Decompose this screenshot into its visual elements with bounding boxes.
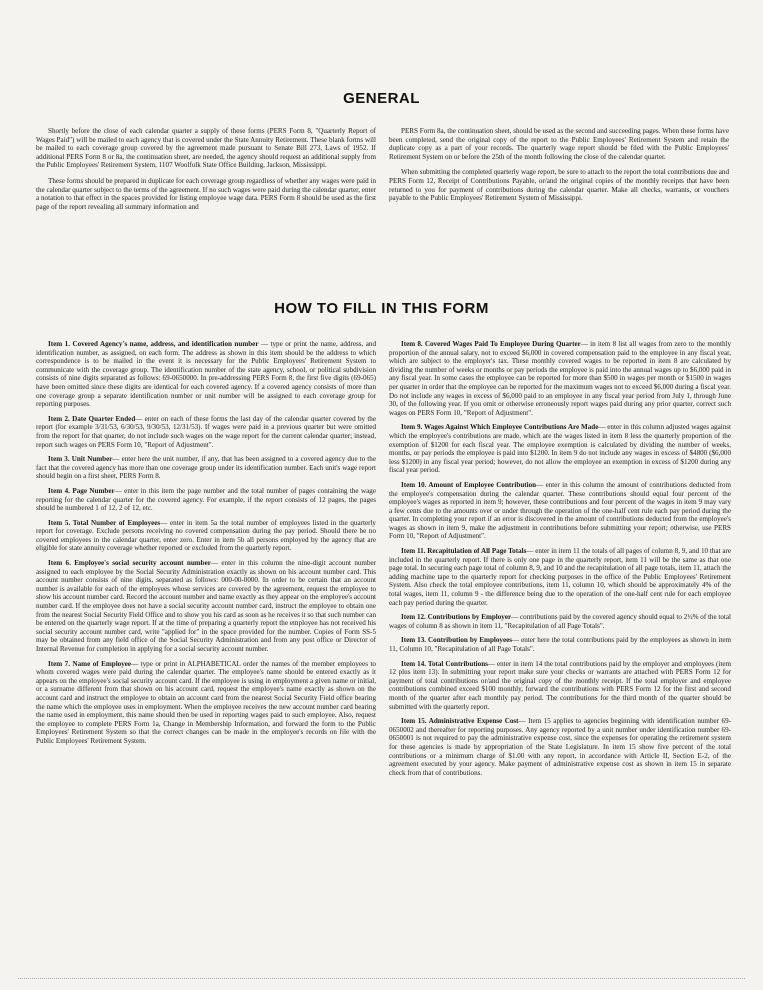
item-text: — enter in this column the amount of contributions deducted from the employee's compensation during the calendar quarter. These contributions should equal four percent of the employee's wages as reported in item 9; however, these contributions and four percent of the wages in item 9 may vary a few cents due to the amounts over or under through the operation of the one-half cent rule each pay period during the quarter. In completing your report if an error is discovered in the amount of contributions deducted from the employee's wages as shown in item 9, make the adjustment in contributions before submitting your report; otherwise, use PERS Form 10, "Report of Adjustment".: [389, 480, 731, 541]
item-title: Item 8. Covered Wages Paid To Employee During Quarter: [401, 340, 581, 348]
general-paragraph: These forms should be prepared in duplicate for each coverage group regardless of whether any wages were paid in the calendar quarter subject to the terms of the agreement. If no such wages were paid during the calendar quarter, enter a notation to that effect in the spaces provided for listing employee wage data. PERS Form 8 should be used as the first page of the report revealing all summary information and: [36, 176, 376, 211]
item-text: — enter in item 14 the total contributions paid by the employer and employees (item 12 plus item 13). In submitting your report make sure your checks or warrants are attached with PERS Form 12 for payment of total contributions or/and the original copy of the monthly receipt. If the total employer and employee contributions combined exceed $100 monthly, forward the contributions with PERS Form 12 for the first and second month of the quarter after each monthly pay period. The contributions for the third month of the quarter should be submitted with the quarterly report.: [389, 659, 732, 711]
item-paragraph: [389, 660, 731, 712]
item-text: — type or print the name, address, and identification number, as assigned, on each form. The address as shown in this item should be the address to which correspondence is to be mailed in the event it is necessary for the Public Employees' Retirement System to communicate with the coverage group. The identification number of the state agency, school, or political subdivision consists of nine digits separated as follows: 69-0650000. In pre-addressing PERS Form 8, the first five digits (69-065) have been omitted since these digits are identical for each covered agency. If a covered agency consists of more than one coverage group a separate identification number or unit number will be assigned to each coverage group for reporting purposes.: [36, 340, 376, 409]
item-title: Item 5. Total Number of Employees: [48, 518, 161, 527]
general-left-column: [36, 127, 376, 218]
item-paragraph: [389, 340, 731, 417]
general-paragraph: PERS Form 8a, the continuation sheet, should be used as the second and succeeding pages. When these forms have been completed, send the original copy of the report to the Public Employees' Retirement System and retain the duplicate copy as a part of your records. The quarterly wage report should be filed with the Public Employees' Retirement System on or before the 25th of the month following the close of the calendar quarter.: [389, 127, 729, 161]
item-paragraph: [36, 415, 376, 449]
item-title: Item 7. Name of Employee: [48, 659, 132, 668]
item-paragraph: [389, 547, 731, 607]
general-heading: GENERAL: [343, 90, 420, 107]
item-title: Item 14. Total Contributions: [401, 659, 488, 668]
item-paragraph: [389, 423, 731, 475]
item-paragraph: [389, 481, 731, 541]
general-paragraph: Shortly before the close of each calendar quarter a supply of these forms (PERS Form 8, "Quarterly Report of Wages Paid") will be mailed to each agency that is covered under the State Annuity Retirement. These blank forms will be mailed to each coverage group covered by the agreement made pursuant to Senate Bill 273, Laws of 1952. If additional PERS Form 8 or 8a, the continuation sheet, are needed, the agency should request an additional supply from the Public Employees' Retirement System, 1107 Woolfolk State Office Building, Jackson, Mississippi.: [36, 127, 376, 170]
item-text: — enter here the total contributions paid by the employees as shown in item 11, Column 10, "Recapitulation of all Page Totals".: [389, 636, 731, 653]
item-text: — type or print in ALPHABETICAL order the names of the member employees to whom covered wages were paid during the calendar quarter. The employee's name should be entered exactly as it appears on the employee's social security account card. If the employee is using in employment a given name or initial, or a surname different from that shown on his account card, request the employee's name exactly as shown on the account card and instruct the employee to obtain an account card from the nearest Social Security Field office bearing the name which the employee uses in employment. When the employee receives the new account number card bearing the name used in employment, this name should then be used in reporting wages paid to such employee. Also, request the employee to complete PERS Form 1a, Change in Membership Information, and forward the form to the Public Employees' Retirement System so that the correct changes can be made in the employee's records on file with the Public Employees' Retirement System.: [36, 659, 376, 745]
item-paragraph: [36, 487, 376, 513]
item-paragraph: [36, 455, 376, 481]
item-text: — Item 15 applies to agencies beginning with identification number 69-0650002 and thereafter for reporting purposes. Any agency reported by a unit number under identification number 69-0650001 is not required to pay the administrative expense cost, since the expenses for operating the retirement system for these agencies is made by appropriation of the State Legislature. In item 15 show five percent of the total contributions or a minimum charge of $1.00 with any report, in accordance with Article II, Section E-2, of the agreement executed by your agency. Make payment of administrative expense cost as shown in item 15 in separate check from that of contributions.: [389, 717, 731, 777]
item-text: — enter in this item the page number and the total number of pages containing the wage reporting for the calendar quarter for the covered agency. For example, if the report consists of 12 pages, the pages should be numbered 1 of 12, 2 of 12, etc.: [36, 486, 376, 513]
general-paragraph: When submitting the completed quarterly wage report, be sure to attach to the report the total contributions due and PERS Form 12, Receipt of Contributions Payable, or/and the original copies of the monthly receipts that have been returned to you for payment of contributions during the calendar quarter. Make all checks, warrants, or vouchers payable to the Public Employees' Retirement System of Mississippi.: [389, 168, 729, 203]
item-paragraph: [36, 340, 376, 409]
item-text: — contributions paid by the covered agency should equal to 2½% of the total wages of column 8 as shown in item 11, "Recapitulation of all Page Totals".: [389, 613, 732, 630]
general-right-column: [389, 127, 729, 210]
item-text: — enter in this column adjusted wages against which the employee's contributions are made, which are the wages listed in item 8 less the quarterly proportion of the exemption of $1200 for each fiscal year. The employee exemption is calculated by dividing the number of weeks, months, or pay periods the employee is paid into $1200. In item 9 do not include any wages in excess of $4800 ($6,000 less $1200) in any fiscal year period; however, do not allow the employee an exemption in excess of $1200 during any fiscal year period.: [389, 423, 731, 475]
item-title: Item 9. Wages Against Which Employee Contributions Are Made: [401, 423, 599, 432]
item-paragraph: [36, 660, 376, 746]
item-paragraph: [36, 559, 376, 654]
item-text: — enter here the unit number, if any, that has been assigned to a covered agency due to the fact that the covered agency has more than one coverage group under its identification number. Each unit's wage report should begin on a first sheet, PERS Form 8.: [36, 455, 376, 481]
item-title: Item 15. Administrative Expense Cost: [401, 717, 519, 726]
bottom-dotted-rule: [18, 978, 745, 979]
item-title: Item 1. Covered Agency's name, address, and identification number: [48, 340, 259, 348]
item-title: Item 2. Date Quarter Ended: [48, 414, 136, 423]
item-paragraph: [389, 717, 731, 777]
item-title: Item 10. Amount of Employee Contribution: [401, 480, 537, 489]
item-title: Item 3. Unit Number: [48, 455, 113, 464]
item-paragraph: [389, 613, 731, 630]
howto-right-column: [389, 340, 731, 783]
item-title: Item 6. Employee's social security account number: [48, 559, 211, 568]
howto-heading: HOW TO FILL IN THIS FORM: [274, 300, 489, 317]
item-text: — enter in item 5a the total number of employees listed in the quarterly report for coverage. Exclude persons receiving no covered compensation during the pay period. Should there be no covered employees in the calendar quarter, enter zero. Enter in item 5b all persons employed by the agency that are eligible for state annuity coverage whether reported or excluded from the quarterly report.: [36, 518, 376, 553]
item-paragraph: [36, 519, 376, 553]
item-text: — enter in item 11 the totals of all pages of column 8, 9, and 10 that are included in the quarterly report. If there is only one page in the quarterly report, item 11 will be the same as that one page total. In securing each page total of column 8, 9, and 10 and the recapitulation of all page totals, item 11, attach the adding machine tape to the quarterly report for checking purposes in the office of the Public Employees' Retirement System. Also check the total employee contributions, item 11, column 10, which should be approximately 4% of the total wages, item 11, column 9 - the difference being due to the operation of the one-half cent rule for each employee each pay period during the quarter.: [389, 547, 731, 607]
item-title: Item 13. Contribution by Employees: [401, 636, 513, 645]
item-title: Item 12. Contributions by Employer: [401, 613, 512, 622]
item-text: — in item 8 list all wages from zero to the monthly proportion of the annual salary, not to exceed $6,000 in covered compensation paid to the employee in any fiscal year, which are subject to the employer's tax. These monthly covered wages to be reported in item 8 are calculated by dividing the number of weeks or months or pay periods the employee is paid into the annual wages up to $6,000 paid in any fiscal year. In some cases the employee can be reported for more than $500 in wages per month or $1500 in wages per quarter in order that the employee can be reported for the maximum wages not to exceed $6,000 during a fiscal year. Do not include any wages in excess of $6,000 paid to an employee in any fiscal year period from July 1, through June 30, of the following year. If you omit or otherwise erroneously report wages paid during any prior quarter, correct such wages on PERS Form 10, "Report of Adjustment".: [389, 340, 732, 417]
item-title: Item 4. Page Number: [48, 486, 115, 495]
item-text: — enter on each of these forms the last day of the calendar quarter covered by the report (for example 3/31/53, 6/30/53, 9/30/53, 12/31/53). If wages were paid in a previous quarter but were omitted from the report for that quarter, do not include such wages on the wage report for the current calendar quarter; instead, report such wages on PERS Form 10, "Report of Adjustment".: [36, 414, 376, 449]
howto-left-column: [36, 340, 376, 752]
item-text: — enter in this column the nine-digit account number assigned to each employee by the Social Security Administration exactly as shown on his account number card. This account number consists of nine digits, separated as follows: 000-00-0000. In order to be certain that an account number is available for each of the employees whose services are covered by the agreement, request the employee to show his account number card. Record the account number and name exactly as they appear on the employee's account number card. If the employee does not have a social security account number card, instruct the employee to obtain one from the nearest Social Security Field Office and to show you his card as soon as he receives it so that such number can be entered on the quarterly wage report. If at the time of preparing a quarterly report the employee has not received his social security account number card, write "applied for" in the space provided for the number. Copies of Form SS-5 may be obtained from any field office of the Social Security Administration and from any post office or Director of Internal Revenue for completion in applying for a social security account number.: [36, 559, 377, 653]
item-paragraph: [389, 636, 731, 653]
item-title: Item 11. Recapitulation of All Page Totals: [401, 547, 527, 556]
